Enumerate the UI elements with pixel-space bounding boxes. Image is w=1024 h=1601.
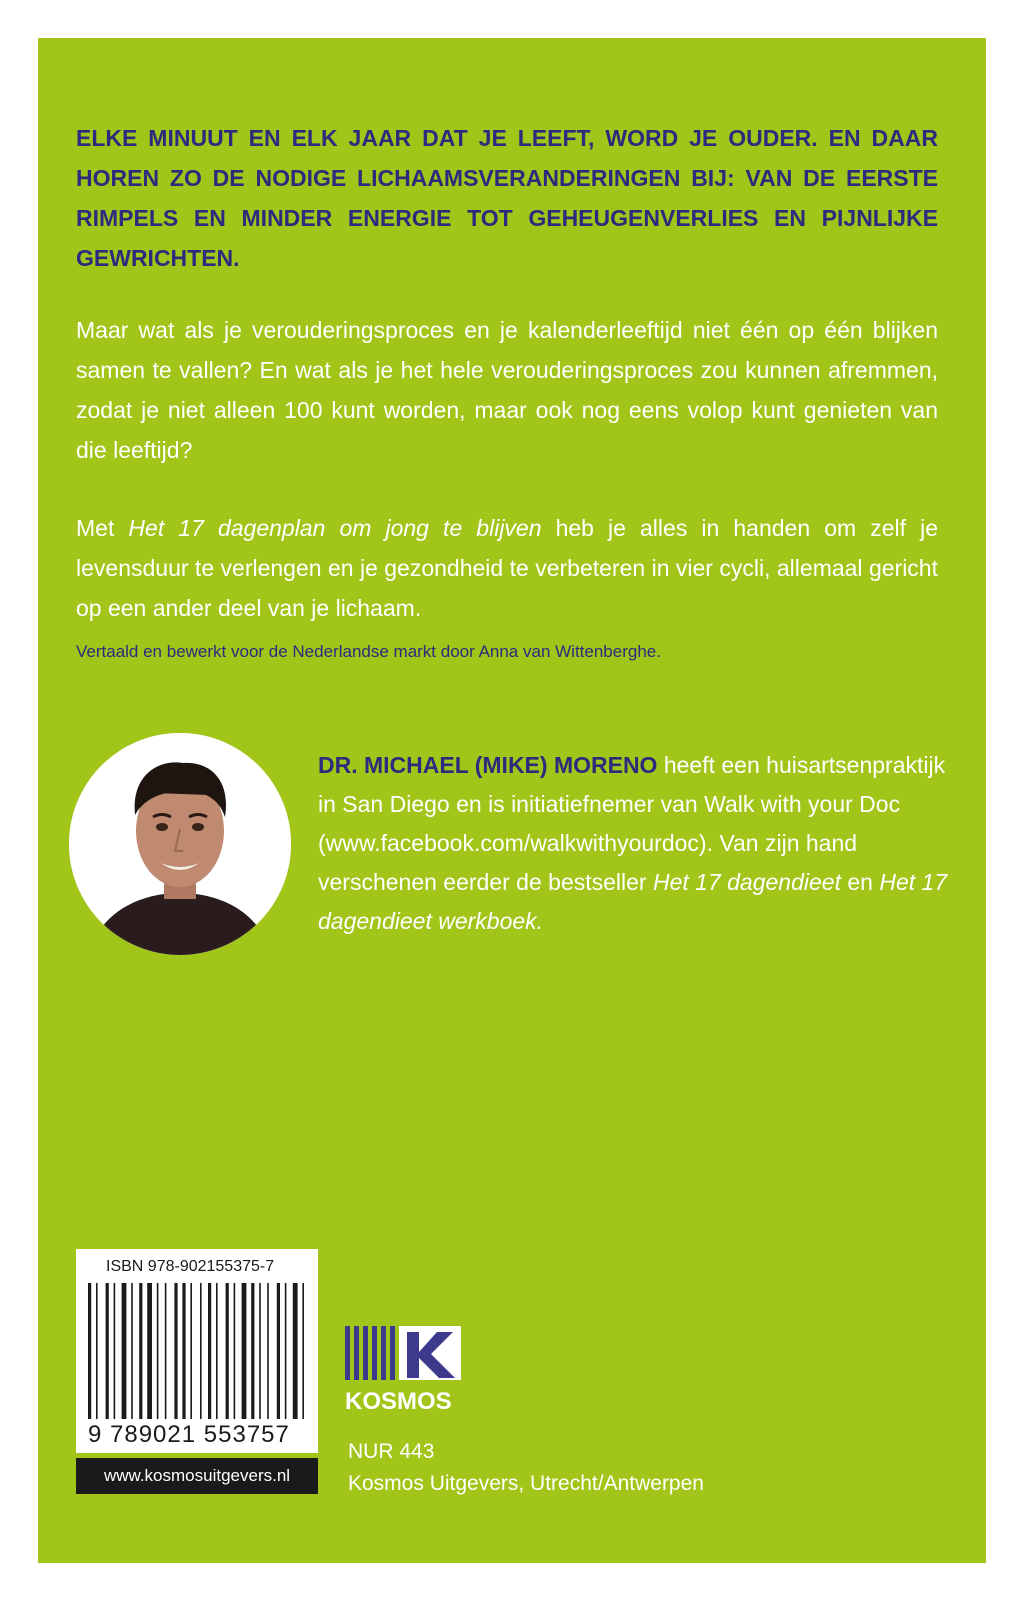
barcode-bar (251, 1283, 254, 1419)
nur-code: NUR 443 (348, 1440, 435, 1463)
barcode-bar (88, 1283, 91, 1419)
back-cover (38, 38, 986, 1563)
barcode-image (86, 1283, 308, 1419)
body-paragraph-2 (76, 508, 938, 628)
bio-text-2: en (840, 869, 880, 895)
paragraph-2-lead: Met (76, 515, 129, 541)
barcode-bar (157, 1283, 159, 1419)
barcode-bar (190, 1283, 192, 1419)
barcode-bar (267, 1283, 269, 1419)
book-title: Het 17 dagenplan om jong te blijven (128, 515, 542, 541)
intro-text: ELKE MINUUT EN ELK JAAR DAT JE LEEFT, WORD JE OUDER. EN DAAR HOREN ZO DE NODIGE LICHAAMSVERANDERINGEN BIJ: VAN DE EERSTE RIMPELS EN MINDER ENERGIE TOT GEHEUGENVERLIES EN PIJNLIJKE GEWRICHTEN. (76, 125, 938, 271)
author-photo (69, 733, 291, 955)
barcode-number: 9 789021 553757 (88, 1421, 290, 1448)
barcode-bar (139, 1283, 142, 1419)
barcode-bar (165, 1283, 167, 1419)
barcode-panel (76, 1249, 318, 1453)
body-paragraph-1: Maar wat als je verouderingsproces en je kalenderleeftijd niet één op één blijken samen te vallen? En wat als je het hele verouderingsproces zou kunnen afremmen, zodat je niet alleen 100 kunt worden, maar ook nog eens volop kunt genieten van die leeftijd? (76, 317, 938, 463)
barcode-bar (259, 1283, 261, 1419)
previous-book-2: Het 17 dagendieet werkboek. (318, 869, 948, 934)
barcode-bar (208, 1283, 211, 1419)
barcode-bar (242, 1283, 247, 1419)
translator-credit: Vertaald en bewerkt voor de Nederlandse markt door Anna van Wittenberghe. (76, 642, 661, 661)
kosmos-logo (345, 1322, 465, 1422)
isbn-label: ISBN 978-902155375-7 (106, 1258, 275, 1275)
barcode-bar (293, 1283, 298, 1419)
barcode-bar (131, 1283, 133, 1419)
barcode-bar (147, 1283, 152, 1419)
publisher-website: www.kosmosuitgevers.nl (76, 1458, 318, 1494)
barcode-bar (182, 1283, 185, 1419)
barcode-bar (234, 1283, 236, 1419)
kosmos-logo-text: KOSMOS (345, 1388, 452, 1415)
barcode-bar (96, 1283, 98, 1419)
bio-text-1: heeft een huisartsenpraktijk in San Diego en is initiatiefnemer van Walk with your Doc (www.facebook.com/walkwithyourdoc). Van zijn hand verschenen eerder de bestseller (318, 752, 946, 895)
barcode-bar (277, 1283, 280, 1419)
barcode-bar (302, 1283, 304, 1419)
barcode-bar (200, 1283, 202, 1419)
paragraph-2-rest: heb je alles in handen om zelf je levensduur te verlengen en je gezondheid te verbeteren in vier cycli, allemaal gericht op een ander deel van je lichaam. (76, 515, 938, 621)
author-bio (318, 746, 958, 941)
barcode-bar (114, 1283, 116, 1419)
barcode-bar (216, 1283, 218, 1419)
author-name: DR. MICHAEL (MIKE) MORENO (318, 752, 658, 778)
publisher-name: Kosmos Uitgevers, Utrecht/Antwerpen (348, 1472, 704, 1495)
barcode-bar (285, 1283, 287, 1419)
previous-book-1: Het 17 dagendieet (652, 869, 841, 895)
barcode-bar (174, 1283, 177, 1419)
barcode-bar (226, 1283, 229, 1419)
barcode-bar (122, 1283, 127, 1419)
barcode-bar (106, 1283, 109, 1419)
